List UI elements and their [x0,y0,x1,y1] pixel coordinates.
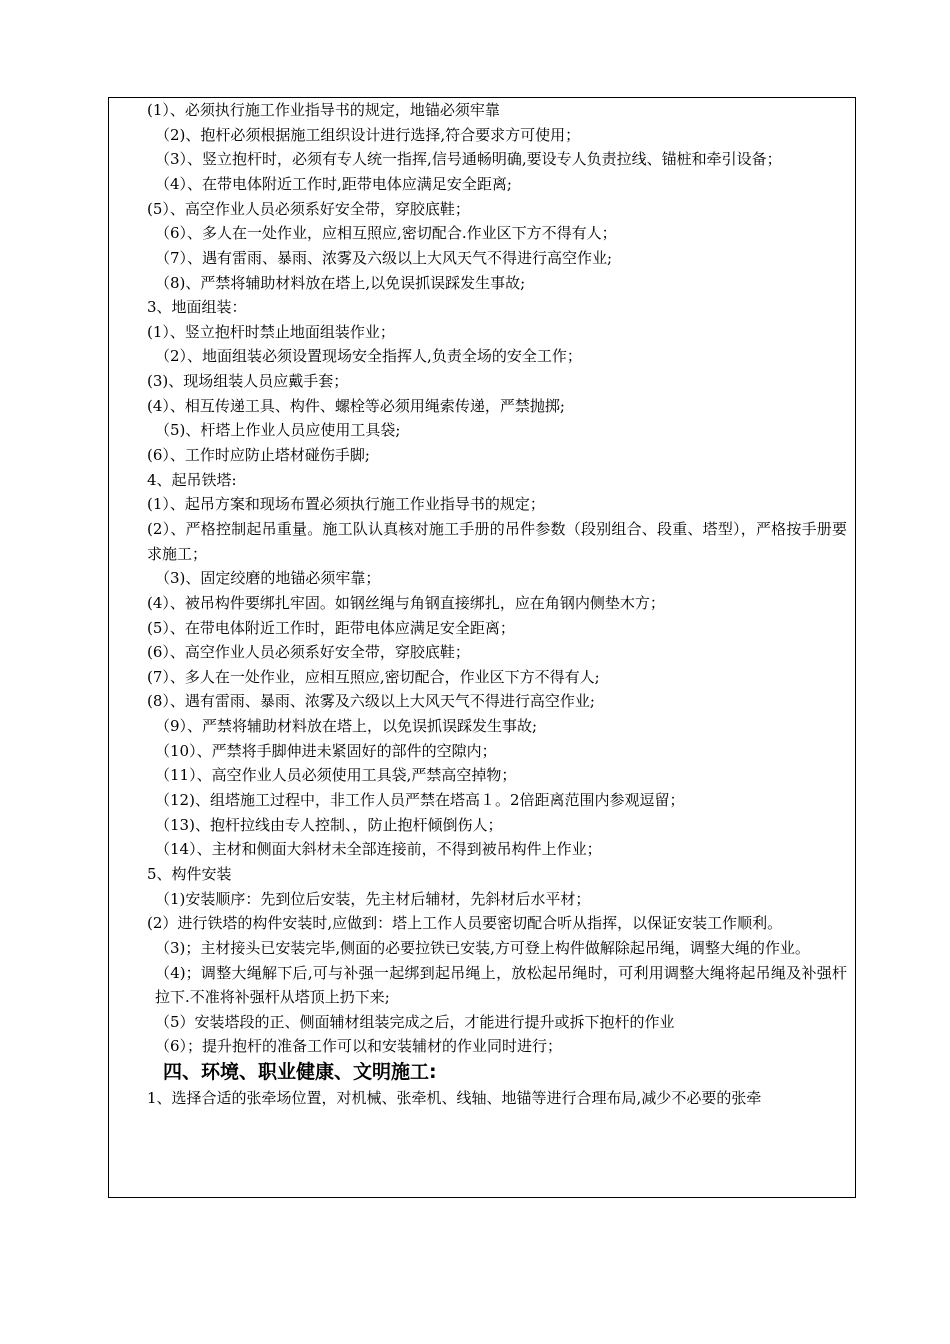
document-line: （3）、竖立抱杆时，必须有专人统一指挥,信号通畅明确,要设专人负责拉线、锚桩和牵引设备； [155,150,782,169]
document-line: (1）、必须执行施工作业指导书的规定，地锚必须牢靠 [147,101,500,119]
document-body [117,98,847,1111]
document-line: 1、选择合适的张牵场位置，对机械、张牵机、线轴、地锚等进行合理布局,减少不必要的张牵 [147,1089,762,1108]
document-line: (1）、竖立抱杆时禁止地面组装作业； [147,322,395,341]
document-line: （1)安装顺序：先到位后安装，先主材后辅材，先斜材后水平材； [155,889,591,908]
document-line: （4）、在带电体附近工作时,距带电体应满足安全距离; [155,174,512,193]
document-line: （9）、严禁将辅助材料放在塔上，以免误抓误踩发生事故; [155,717,538,736]
document-line: 4、起吊铁塔: [147,470,237,489]
document-line: （6）、多人在一处作业，应相互照应,密切配合.作业区下方不得有人； [155,224,617,243]
document-line: （3)、固定绞磨的地锚必须牢靠； [155,569,381,588]
document-line: (7）、多人在一处作业，应相互照应,密切配合，作业区下方不得有人; [147,667,600,686]
document-line: （10）、严禁将手脚伸进未紧固好的部件的空隙内； [155,741,497,760]
document-line: (6）、工作时应防止塔材碰伤手脚; [147,445,370,464]
document-line: (2）进行铁塔的构件安装时,应做到：塔上工作人员要密切配合听从指挥，以保证安装工作顺利。 [147,914,783,933]
document-line: （2）、地面组装必须设置现场安全指挥人,负责全场的安全工作； [155,347,582,366]
document-line: （14）、主材和侧面大斜材未全部连接前，不得到被吊构件上作业； [155,840,602,859]
document-line: (5）、在带电体附近工作时，距带电体应满足安全距离； [147,618,515,637]
document-line: (4）、相互传递工具、构件、螺栓等必须用绳索传递，严禁抛掷; [147,396,565,415]
document-line: （7）、遇有雷雨、暴雨、浓雾及六级以上大风天气不得进行高空作业; [155,248,613,267]
content-table-cell [108,97,856,1198]
document-line: (4）、被吊构件要绑扎牢固。如钢丝绳与角钢直接绑扎，应在角钢内侧垫木方； [147,593,665,612]
document-line: （11）、高空作业人员必须使用工具袋,严禁高空掉物； [155,766,517,785]
document-line: (6）、高空作业人员必须系好安全带，穿胶底鞋； [147,643,470,662]
document-line: （13)、抱杆拉线由专人控制、，防止抱杆倾倒伤人； [155,815,503,834]
document-line: （8)、严禁将辅助材料放在塔上,以免误抓误踩发生事故; [155,273,526,292]
document-line: (8）、遇有雷雨、暴雨、浓雾及六级以上大风天气不得进行高空作业; [147,692,595,711]
document-line: (1）、起吊方案和现场布置必须执行施工作业指导书的规定； [147,495,545,514]
document-line: （4)；调整大绳解下后,可与补强一起绑到起吊绳上，放松起吊绳时，可利用调整大绳将起吊绳及补强杆拉下.不准将补强杆从塔顶上扔下来; [155,963,847,1007]
document-line: （2)、抱杆必须根据施工组织设计进行选择,符合要求方可使用； [155,125,581,144]
document-line: （12)、组塔施工过程中，非工作人员严禁在塔高１。2倍距离范围内参观逗留； [155,790,685,809]
section-heading: 四、环境、职业健康、文明施工: [163,1061,437,1084]
document-line: (5）、高空作业人员必须系好安全带，穿胶底鞋； [147,199,470,218]
document-line: (3)、现场组装人员应戴手套； [147,372,349,391]
document-line: 3、地面组装： [147,298,247,317]
document-line: （5)、杆塔上作业人员应使用工具袋; [155,421,401,440]
document-line: （6）；提升抱杆的准备工作可以和安装辅材的作业同时进行； [155,1037,563,1056]
document-line: (2）、严格控制起吊重量。施工队认真核对施工手册的吊件参数（段别组合、段重、塔型），严格按手册要求施工； [147,519,847,563]
document-line: （5）安装塔段的正、侧面辅材组装完成之后，才能进行提升或拆下抱杆的作业 [155,1012,675,1031]
document-line: （3)；主材接头已安装完毕,侧面的必要拉铁已安装,方可登上构件做解除起吊绳，调整大绳的作业。 [155,938,810,957]
document-line: 5、构件安装 [147,864,232,883]
